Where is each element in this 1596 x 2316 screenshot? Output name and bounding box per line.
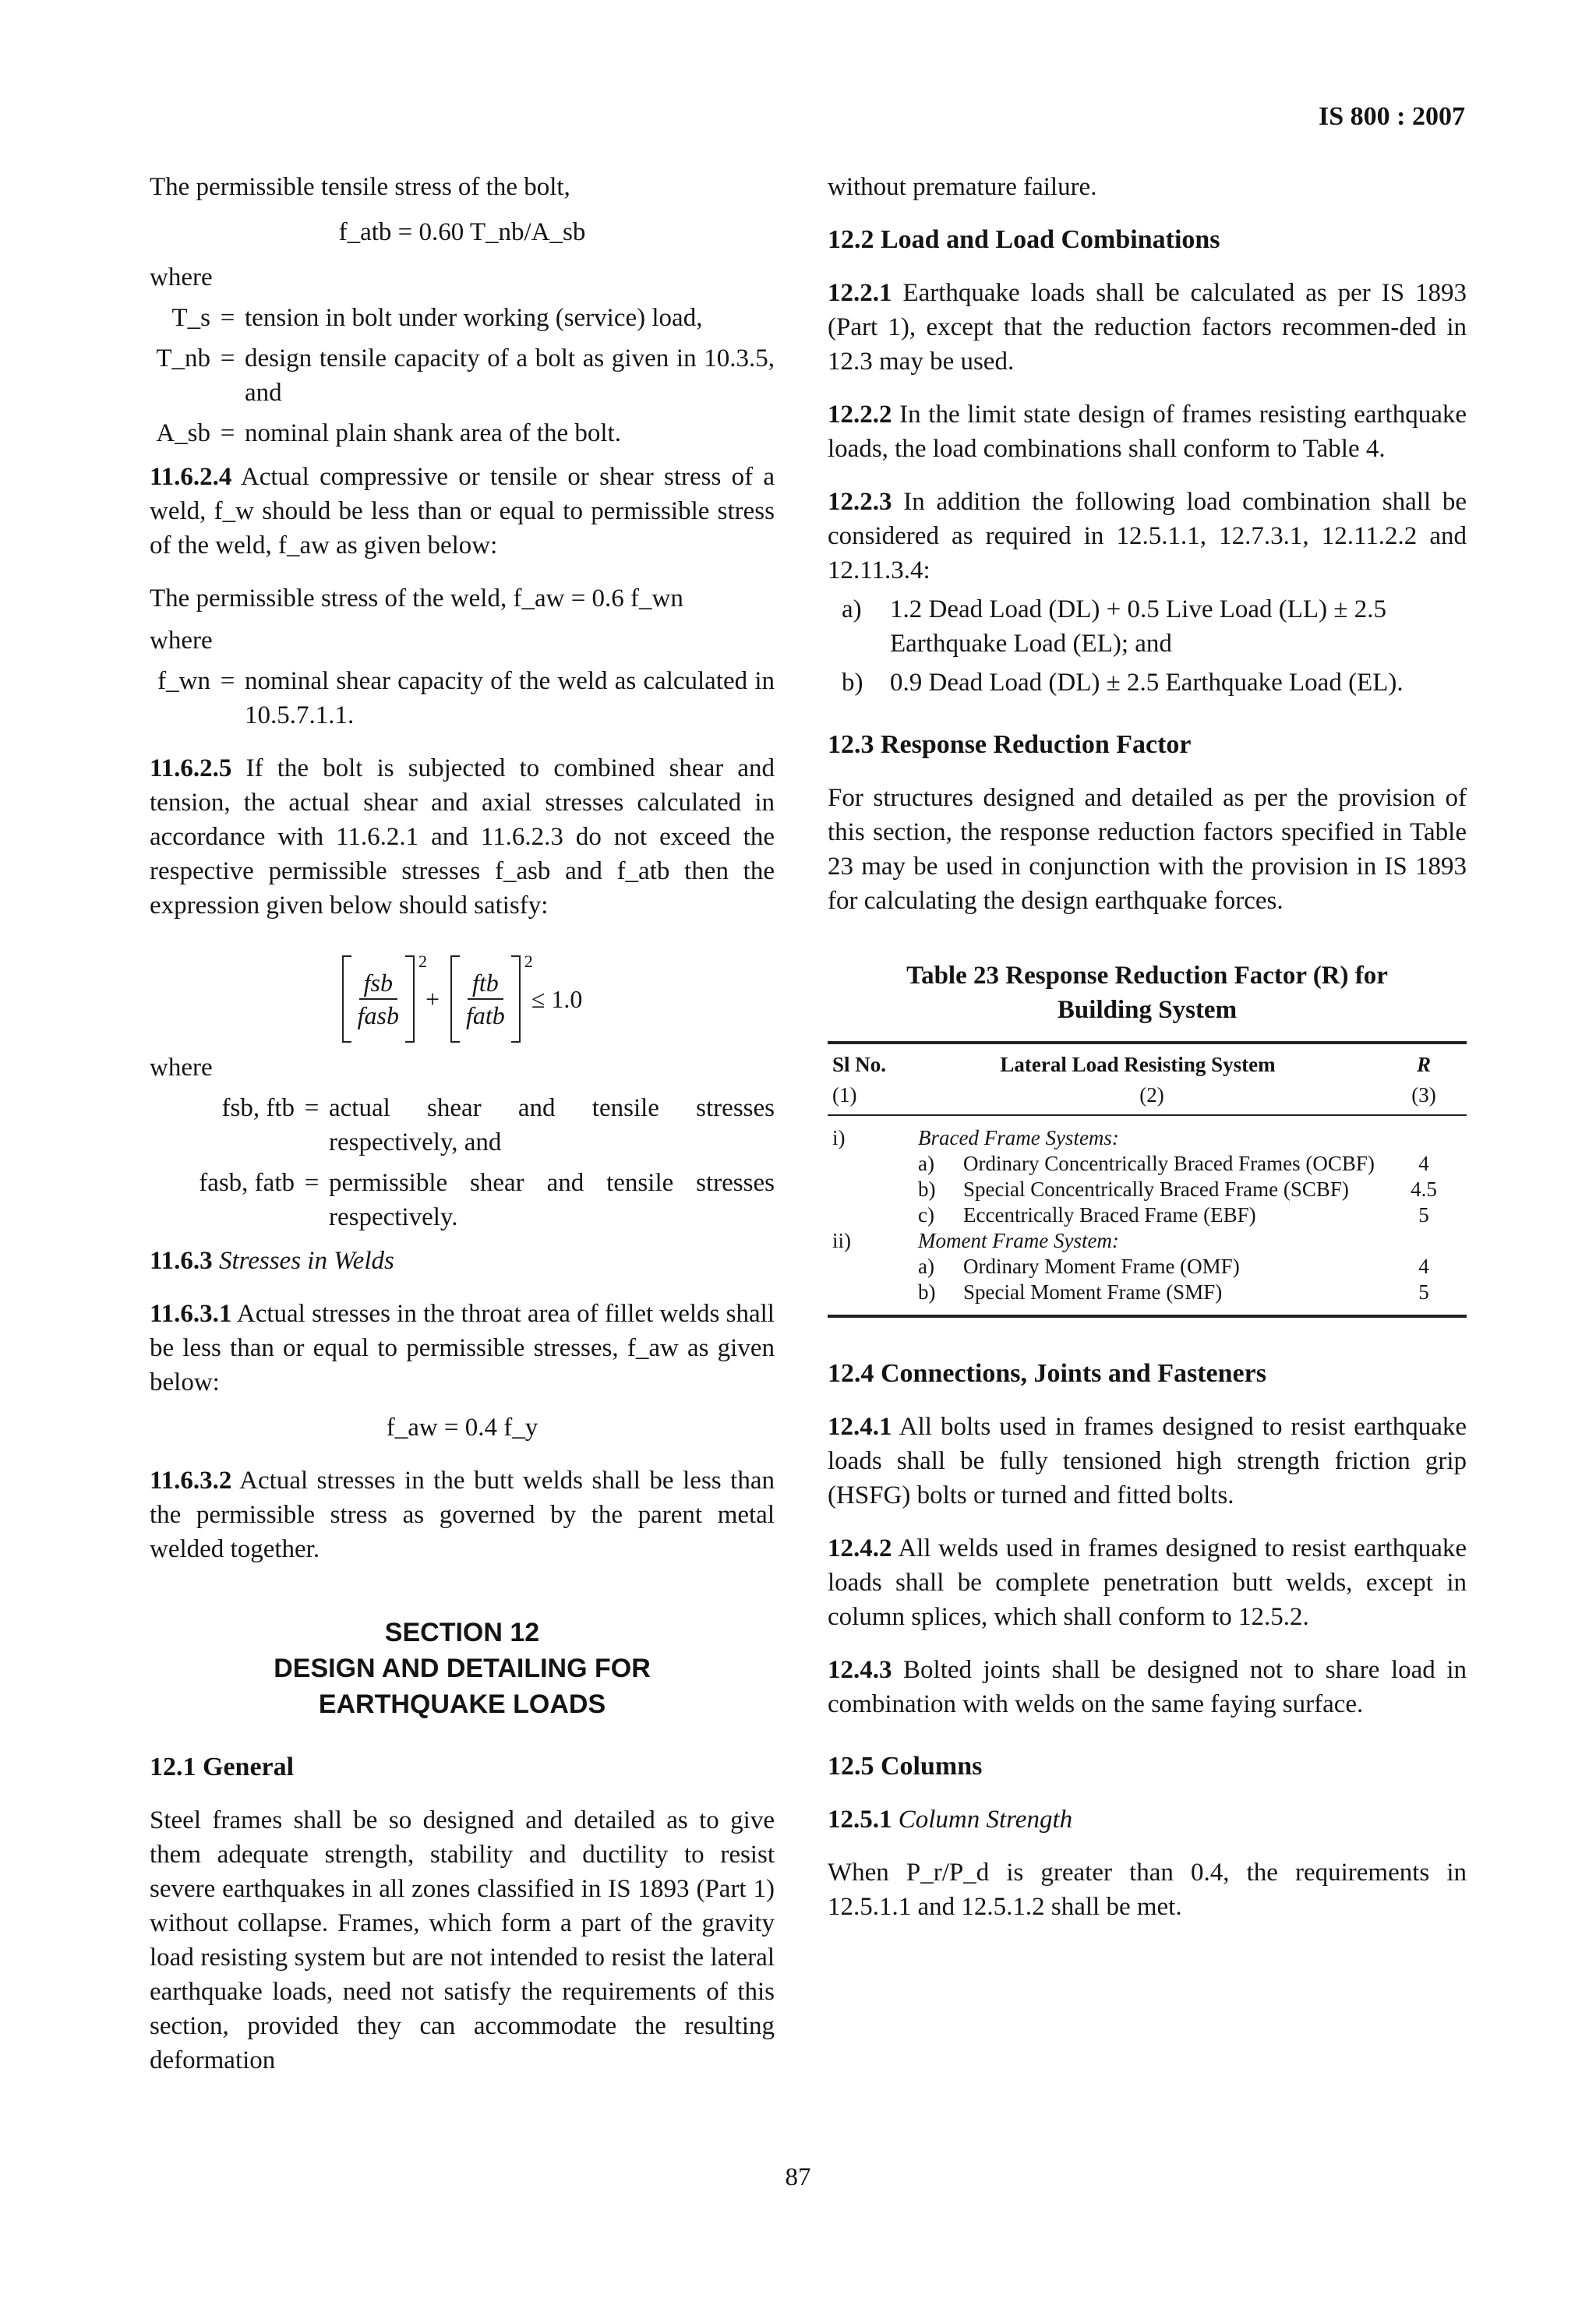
where-label: where: [150, 627, 213, 655]
sub-label: b): [918, 1177, 936, 1201]
section-heading: [150, 1615, 775, 1722]
table-row: [828, 1202, 1467, 1228]
list-item: [828, 592, 1467, 661]
table-body: [828, 1116, 1467, 1315]
symbol: fsb, ftb: [221, 1094, 295, 1122]
exponent: 2: [524, 951, 533, 971]
r-value: 4.5: [1411, 1177, 1437, 1201]
bracket-term: [450, 951, 533, 1043]
header-sl-no: Sl No.: [832, 1053, 887, 1076]
section-heading-line: SECTION 12: [384, 1618, 540, 1647]
subsection-title: 12.1 General: [150, 1753, 295, 1781]
definition: [150, 301, 775, 335]
r-value: 5: [1418, 1280, 1429, 1304]
paragraph: When P_r/P_d is greater than 0.4, the requirements in 12.5.1.1 and 12.5.1.2 shall be met.: [828, 1859, 1467, 1921]
clause-number: 12.2.1: [828, 279, 892, 307]
clause-11-6-2-4: [150, 460, 775, 563]
denominator: fasb: [357, 1001, 399, 1029]
bracket-term: [342, 951, 427, 1043]
subsection-title: 12.3 Response Reduction Factor: [828, 730, 1192, 759]
exponent: 2: [418, 951, 427, 971]
table-header-row: [828, 1044, 1467, 1078]
symbol: fasb, fatb: [199, 1169, 295, 1197]
clause-number: 12.4.1: [828, 1413, 892, 1441]
paragraph: without premature failure.: [828, 173, 1097, 201]
r-value: 5: [1418, 1203, 1429, 1227]
numerator: fsb: [359, 967, 397, 1000]
clause-number: 11.6.2.4: [150, 463, 232, 491]
clause-title: Column Strength: [898, 1806, 1073, 1834]
subsection-title: 12.5 Columns: [828, 1752, 983, 1781]
clause-number: 11.6.3.2: [150, 1467, 232, 1495]
clause-text: Actual compressive or tensile or shear stress of a weld, f_w should be less than or equal to permissible stress of the weld, f_aw as given below:: [150, 463, 775, 560]
table-caption-line: Building System: [1057, 996, 1238, 1024]
clause-number: 12.5.1: [828, 1806, 892, 1834]
denominator: fatb: [466, 1001, 505, 1029]
sl-number: ii): [832, 1229, 851, 1252]
col-number: (3): [1411, 1083, 1436, 1107]
where-label: where: [150, 1054, 213, 1082]
clause-text: Actual stresses in the butt welds shall be less than the permissible stress as governed by the parent metal welded together.: [150, 1467, 775, 1563]
fraction: [353, 967, 404, 1031]
right-column: [828, 170, 1467, 1924]
symbol: T_nb: [156, 344, 210, 372]
clause-11-6-3-2: [150, 1463, 775, 1566]
list-label: b): [842, 669, 863, 697]
paragraph: The permissible stress of the weld, f_aw = 0.6 f_wn: [150, 584, 683, 613]
clause-12-4-2: [828, 1531, 1467, 1634]
clause-11-6-3: [150, 1244, 775, 1278]
clause-number: 12.2.3: [828, 488, 892, 516]
equals-sign: =: [220, 344, 235, 372]
equals-sign: =: [304, 1094, 320, 1122]
list-text: 1.2 Dead Load (DL) + 0.5 Live Load (LL) ± 2.5 Earthquake Load (EL); and: [890, 595, 1386, 658]
clause-text: Earthquake loads shall be calculated as per IS 1893 (Part 1), except that the reduction factors recommen-ded in 12.3 may be used.: [828, 279, 1467, 376]
list-text: 0.9 Dead Load (DL) ± 2.5 Earthquake Load (EL).: [890, 669, 1404, 697]
definition: [150, 416, 775, 450]
table-rule: [828, 1315, 1467, 1318]
symbol: T_s: [171, 304, 210, 332]
fraction: [461, 967, 510, 1031]
clause-text: Actual stresses in the throat area of fillet welds shall be less than or equal to permissible stresses, f_aw as given below:: [150, 1300, 775, 1396]
category: Moment Frame System:: [918, 1229, 1119, 1252]
list-item: [828, 665, 1467, 700]
left-column: [150, 170, 775, 2078]
inequality-rhs: ≤ 1.0: [531, 985, 583, 1013]
table-row: [828, 1125, 1467, 1151]
definition: [150, 1166, 775, 1234]
table-caption: [828, 959, 1467, 1027]
where-label: where: [150, 263, 213, 291]
clause-title: Stresses in Welds: [218, 1247, 394, 1275]
clause-number: 12.4.3: [828, 1656, 892, 1684]
plus-sign: +: [425, 985, 440, 1013]
table-row: [828, 1228, 1467, 1254]
section-heading-line: DESIGN AND DETAILING FOR: [274, 1654, 651, 1683]
equals-sign: =: [220, 667, 235, 695]
system-name: Special Moment Frame (SMF): [963, 1280, 1223, 1304]
clause-number: 11.6.3: [150, 1247, 213, 1275]
definition-text: tension in bolt under working (service) load,: [245, 304, 703, 332]
interaction-equation: [150, 951, 775, 1043]
list-label: a): [842, 595, 862, 623]
definition-text: permissible shear and tensile stresses respectively.: [329, 1169, 775, 1231]
sub-label: a): [918, 1255, 934, 1278]
table-number-row: [828, 1078, 1467, 1114]
table-row: [828, 1280, 1467, 1305]
definition-text: actual shear and tensile stresses respectively, and: [329, 1094, 775, 1156]
sub-label: c): [918, 1203, 934, 1227]
sl-number: i): [832, 1126, 846, 1149]
clause-12-4-3: [828, 1653, 1467, 1721]
clause-number: 12.2.2: [828, 401, 892, 429]
clause-number: 12.4.2: [828, 1534, 892, 1562]
definition: [150, 1091, 775, 1160]
symbol: A_sb: [156, 419, 210, 447]
col-number: (1): [832, 1083, 857, 1107]
system-name: Special Concentrically Braced Frame (SCBF): [963, 1177, 1349, 1201]
equals-sign: =: [304, 1169, 320, 1197]
equals-sign: =: [220, 304, 235, 332]
clause-12-2-1: [828, 276, 1467, 379]
subsection-title: 12.2 Load and Load Combinations: [828, 225, 1220, 254]
sub-label: a): [918, 1152, 934, 1175]
category: Braced Frame Systems:: [918, 1126, 1119, 1149]
clause-text: Bolted joints shall be designed not to share load in combination with welds on the same faying surface.: [828, 1656, 1467, 1718]
equation: f_atb = 0.60 T_nb/A_sb: [338, 218, 586, 246]
paragraph: For structures designed and detailed as per the provision of this section, the response reduction factors specified in Table 23 may be used in conjunction with the provision in IS 1893 for calculating the design earthquake forces.: [828, 784, 1467, 915]
equation: f_aw = 0.4 f_y: [386, 1414, 538, 1442]
system-name: Eccentrically Braced Frame (EBF): [963, 1203, 1256, 1227]
table-row: [828, 1177, 1467, 1202]
equals-sign: =: [220, 419, 235, 447]
sub-label: b): [918, 1280, 936, 1304]
clause-number: 11.6.3.1: [150, 1300, 232, 1328]
header-system: Lateral Load Resisting System: [1000, 1053, 1276, 1076]
table-row: [828, 1254, 1467, 1280]
table-caption-line: Table 23 Response Reduction Factor (R) for: [906, 962, 1388, 990]
clause-text: In the limit state design of frames resisting earthquake loads, the load combinations shall conform to Table 4.: [828, 401, 1467, 463]
clause-11-6-2-5: [150, 751, 775, 923]
table-row: [828, 1151, 1467, 1177]
header-r: R: [1416, 1053, 1431, 1076]
r-value: 4: [1418, 1152, 1429, 1175]
clause-text: All bolts used in frames designed to resist earthquake loads shall be fully tensioned high strength friction grip (HSFG) bolts or turned and fitted bolts.: [828, 1413, 1467, 1509]
response-reduction-table: [828, 1041, 1467, 1318]
definition-text: nominal plain shank area of the bolt.: [245, 419, 621, 447]
clause-text: If the bolt is subjected to combined shear and tension, the actual shear and axial stresses calculated in accordance with 11.6.2.1 and 11.6.2.3 do not exceed the respective permissible stresses f_asb and f_atb then the expression given below should satisfy:: [150, 754, 775, 920]
col-number: (2): [1139, 1083, 1164, 1107]
clause-12-4-1: [828, 1410, 1467, 1513]
system-name: Ordinary Concentrically Braced Frames (OCBF): [963, 1152, 1375, 1175]
definition: [150, 664, 775, 733]
clause-number: 11.6.2.5: [150, 754, 232, 782]
clause-text: In addition the following load combination shall be considered as required in 12.5.1.1, 12.7.3.1, 12.11.2.2 and 12.11.3.4:: [828, 488, 1467, 584]
system-name: Ordinary Moment Frame (OMF): [963, 1255, 1240, 1278]
clause-12-2-2: [828, 397, 1467, 466]
paragraph: The permissible tensile stress of the bolt,: [150, 173, 570, 201]
clause-11-6-3-1: [150, 1297, 775, 1400]
definition-text: design tensile capacity of a bolt as given in 10.3.5, and: [245, 344, 775, 407]
page-header: IS 800 : 2007: [1319, 102, 1465, 131]
definition-text: nominal shear capacity of the weld as calculated in 10.5.7.1.1.: [245, 667, 775, 729]
clause-text: All welds used in frames designed to resist earthquake loads shall be complete penetration butt welds, except in column splices, which shall conform to 12.5.2.: [828, 1534, 1467, 1631]
paragraph: Steel frames shall be so designed and detailed as to give them adequate strength, stability and ductility to resist severe earthquakes in all zones classified in IS 1893 (Part 1) without collapse. Frames, which form a part of the gravity load resisting system but are not intended to resist the lateral earthquake loads, need not satisfy the requirements of this section, provided they can accommodate the resulting deformation: [150, 1806, 775, 2074]
section-heading-line: EARTHQUAKE LOADS: [318, 1689, 606, 1719]
r-value: 4: [1418, 1255, 1429, 1278]
clause-12-2-3: [828, 485, 1467, 588]
numerator: ftb: [468, 967, 503, 1000]
symbol: f_wn: [157, 667, 210, 695]
definition: [150, 341, 775, 410]
clause-12-5-1: [828, 1802, 1467, 1837]
subsection-title: 12.4 Connections, Joints and Fasteners: [828, 1359, 1266, 1388]
page-number: 87: [785, 2163, 811, 2191]
